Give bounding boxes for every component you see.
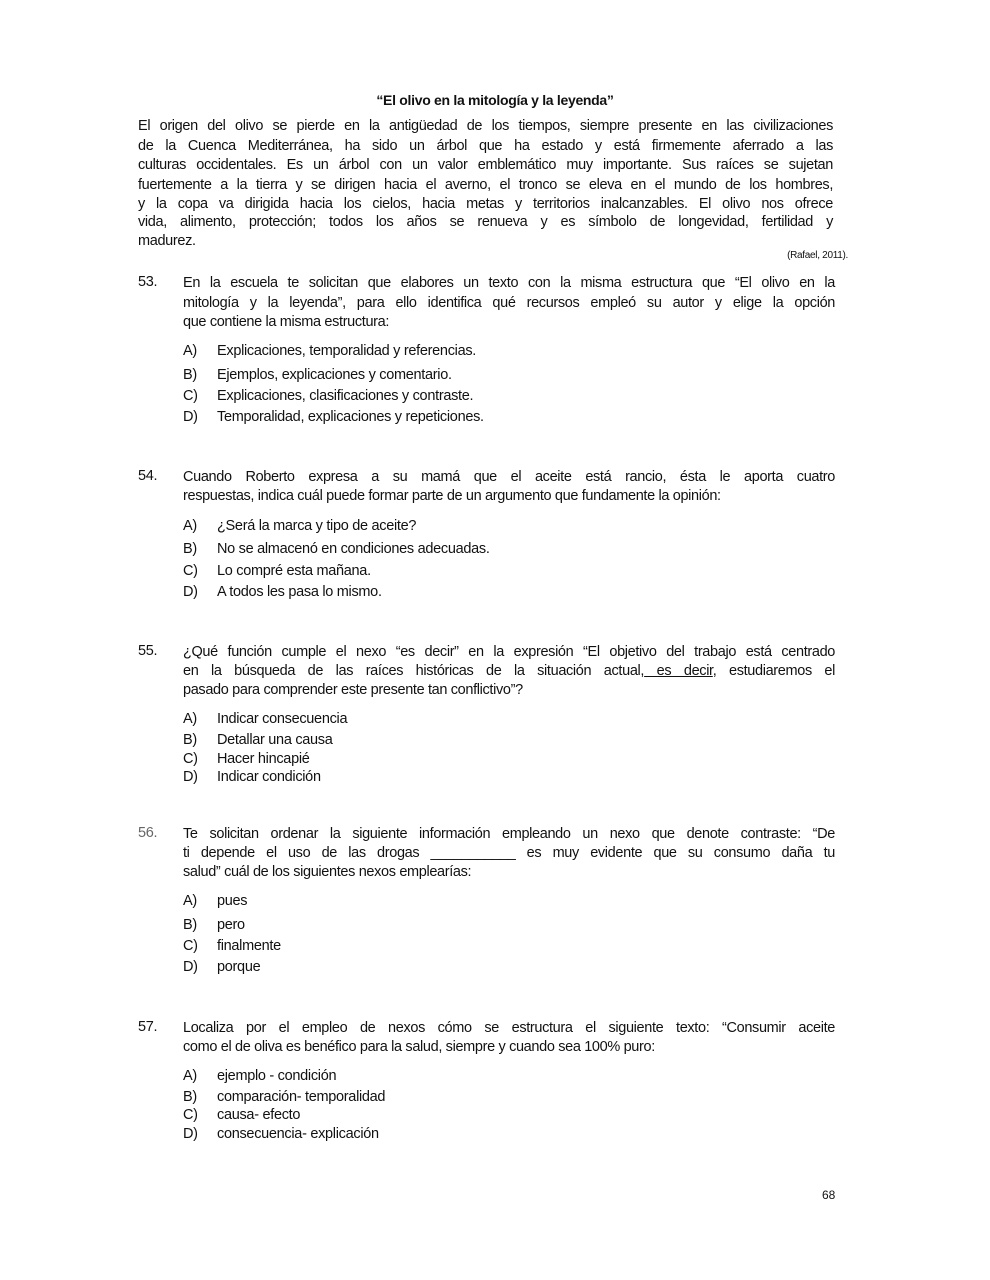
underlined-phrase: es decir xyxy=(644,663,713,679)
answer-option-b[interactable] xyxy=(183,917,245,933)
answer-option-b[interactable] xyxy=(183,367,452,383)
option-letter: A) xyxy=(183,518,197,534)
option-letter: B) xyxy=(183,367,197,383)
answer-option-c[interactable] xyxy=(183,751,310,767)
option-text: comparación- temporalidad xyxy=(217,1089,386,1105)
answer-option-c[interactable] xyxy=(183,388,473,404)
option-text: Indicar consecuencia xyxy=(217,711,348,727)
option-text: ¿Será la marca y tipo de aceite? xyxy=(217,518,417,534)
option-letter: D) xyxy=(183,1126,198,1142)
answer-option-d[interactable] xyxy=(183,769,321,785)
option-text: ejemplo - condición xyxy=(217,1068,337,1084)
question-line: ¿Qué función cumple el nexo “es decir” en la expresión “El objetivo del trabajo está centrado xyxy=(183,644,835,660)
question-line: mitología y la leyenda”, para ello identifica qué recursos empleó su autor y elige la opción xyxy=(183,295,835,311)
answer-option-c[interactable] xyxy=(183,938,281,954)
option-letter: C) xyxy=(183,751,198,767)
option-text: finalmente xyxy=(217,938,281,954)
passage-line: madurez. xyxy=(138,233,196,249)
passage-line: culturas occidentales. Es un árbol con un valor emblemático muy importante. Sus raíces se sujetan xyxy=(138,157,833,173)
passage-line: vida, alimento, protección; todos los años se renueva y es símbolo de longevidad, fertilidad y xyxy=(138,214,833,230)
answer-option-b[interactable] xyxy=(183,1089,385,1105)
option-text: Explicaciones, clasificaciones y contraste. xyxy=(217,388,474,404)
question-line: En la escuela te solicitan que elabores un texto con la misma estructura que “El olivo en la xyxy=(183,275,835,291)
answer-option-a[interactable] xyxy=(183,893,247,909)
option-letter: C) xyxy=(183,388,198,404)
answer-option-d[interactable] xyxy=(183,959,260,975)
question-text-part: , estudiaremos el xyxy=(712,663,836,679)
option-letter: B) xyxy=(183,1089,197,1105)
option-text: pero xyxy=(217,917,245,933)
question-number: 54. xyxy=(138,468,158,484)
question-number: 57. xyxy=(138,1019,158,1035)
option-text: A todos les pasa lo mismo. xyxy=(217,584,382,600)
question-line: salud” cuál de los siguientes nexos emplearías: xyxy=(183,864,472,880)
option-letter: A) xyxy=(183,893,197,909)
option-letter: D) xyxy=(183,959,198,975)
option-letter: C) xyxy=(183,938,198,954)
passage-line: El origen del olivo se pierde en la antigüedad de los tiempos, siempre presente en las civilizaciones xyxy=(138,118,833,134)
option-letter: D) xyxy=(183,769,198,785)
option-letter: A) xyxy=(183,711,197,727)
option-text: No se almacenó en condiciones adecuadas. xyxy=(217,541,490,557)
option-letter: B) xyxy=(183,732,197,748)
option-text: Lo compré esta mañana. xyxy=(217,563,371,579)
question-number: 56. xyxy=(138,825,158,841)
answer-option-c[interactable] xyxy=(183,1107,300,1123)
passage-citation: (Rafael, 2011). xyxy=(787,250,848,261)
option-letter: A) xyxy=(183,343,197,359)
option-text: Explicaciones, temporalidad y referencias. xyxy=(217,343,477,359)
question-line: Localiza por el empleo de nexos cómo se estructura el siguiente texto: “Consumir aceite xyxy=(183,1020,835,1036)
option-letter: B) xyxy=(183,541,197,557)
option-letter: D) xyxy=(183,584,198,600)
question-line: Te solicitan ordenar la siguiente información empleando un nexo que denote contraste: “De xyxy=(183,826,835,842)
option-text: consecuencia- explicación xyxy=(217,1126,379,1142)
question-number: 55. xyxy=(138,643,158,659)
answer-option-a[interactable] xyxy=(183,343,476,359)
answer-option-a[interactable] xyxy=(183,1068,336,1084)
passage-line: fuertemente a la tierra y se dirigen hacia el averno, el tronco se eleva en el mundo de los hombres, xyxy=(138,177,833,193)
question-line: pasado para comprender este presente tan conflictivo”? xyxy=(183,682,523,698)
page-number: 68 xyxy=(822,1188,836,1202)
answer-option-b[interactable] xyxy=(183,541,490,557)
question-line xyxy=(183,662,835,680)
answer-option-d[interactable] xyxy=(183,584,382,600)
answer-option-b[interactable] xyxy=(183,732,333,748)
answer-option-a[interactable] xyxy=(183,711,347,727)
question-number: 53. xyxy=(138,274,158,290)
question-line: como el de oliva es benéfico para la salud, siempre y cuando sea 100% puro: xyxy=(183,1039,655,1055)
question-line: Cuando Roberto expresa a su mamá que el aceite está rancio, ésta le aporta cuatro xyxy=(183,469,835,485)
option-letter: C) xyxy=(183,563,198,579)
option-text: Hacer hincapié xyxy=(217,751,310,767)
option-letter: C) xyxy=(183,1107,198,1123)
option-letter: D) xyxy=(183,409,198,425)
option-text: Detallar una causa xyxy=(217,732,333,748)
passage-title: “El olivo en la mitología y la leyenda” xyxy=(376,92,614,108)
option-text: Indicar condición xyxy=(217,769,321,785)
question-line: ti depende el uso de las drogas ___________ es muy evidente que su consumo daña tu xyxy=(183,845,835,861)
answer-option-d[interactable] xyxy=(183,1126,379,1142)
option-text: Ejemplos, explicaciones y comentario. xyxy=(217,367,452,383)
option-letter: B) xyxy=(183,917,197,933)
answer-option-c[interactable] xyxy=(183,563,371,579)
option-letter: A) xyxy=(183,1068,197,1084)
option-text: causa- efecto xyxy=(217,1107,301,1123)
question-line: respuestas, indica cuál puede formar parte de un argumento que fundamente la opinión: xyxy=(183,488,721,504)
question-text-part: en la búsqueda de las raíces históricas de la situación actual, xyxy=(183,663,645,679)
option-text: porque xyxy=(217,959,261,975)
option-text: Temporalidad, explicaciones y repeticiones. xyxy=(217,409,484,425)
answer-option-d[interactable] xyxy=(183,409,484,425)
option-text: pues xyxy=(217,893,248,909)
question-line: que contiene la misma estructura: xyxy=(183,314,390,330)
passage-line: y la copa va dirigida hacia los cielos, hacia metas y territorios inalcanzables. El olivo nos ofrece xyxy=(138,196,833,212)
passage-line: de la Cuenca Mediterránea, ha sido un árbol que ha estado y está firmemente aferrado a las xyxy=(138,138,833,154)
answer-option-a[interactable] xyxy=(183,518,416,534)
